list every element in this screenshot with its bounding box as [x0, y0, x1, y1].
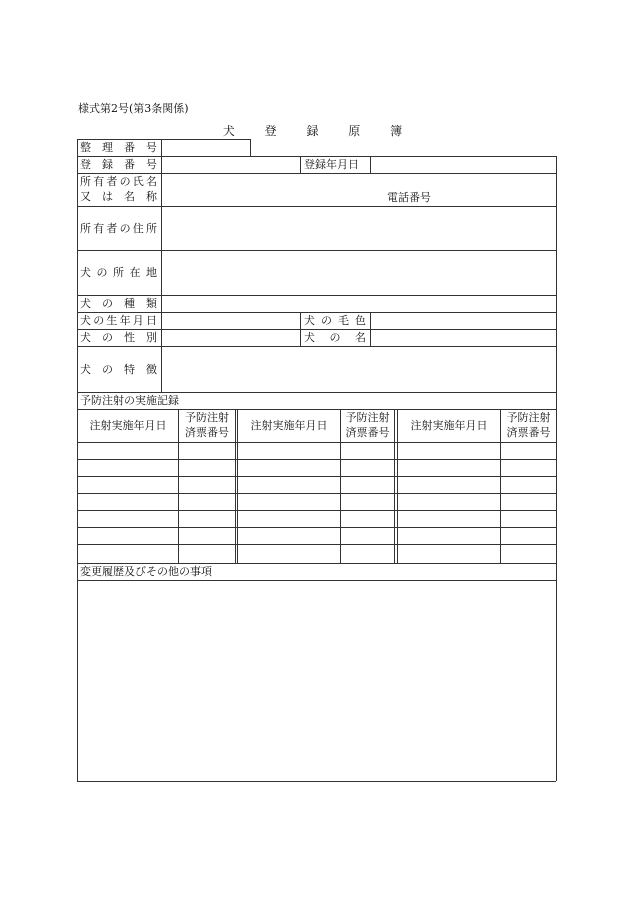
grid-line: [300, 156, 301, 173]
grid-line: [77, 156, 556, 157]
grid-line: [77, 493, 556, 494]
label-phone-number: 電話番号: [387, 191, 431, 204]
grid-line: [77, 580, 556, 581]
label-registration-date: 登録年月日: [304, 158, 359, 171]
label-dog-name: 犬の名: [304, 331, 366, 344]
grid-line: [77, 781, 556, 782]
label-dog-coat-color: 犬の毛色: [304, 314, 366, 327]
grid-line: [77, 459, 556, 460]
header-injection-date-3: 注射実施年月日: [410, 419, 488, 432]
grid-line: [77, 409, 556, 410]
vaccination-section-title: 予防注射の実施記録: [80, 394, 179, 407]
label-owner-name: 所有者の氏名: [80, 175, 157, 188]
grid-line: [77, 346, 556, 347]
history-section-title: 変更履歴及びその他の事項: [80, 565, 212, 578]
grid-line: [237, 409, 238, 563]
grid-line: [77, 139, 78, 781]
grid-line: [77, 312, 556, 313]
header-ticket-number-3b: 済票番号: [506, 426, 551, 439]
grid-line: [161, 139, 162, 392]
label-dog-sex: 犬の性別: [80, 331, 157, 344]
label-dog-features: 犬の特徴: [80, 363, 157, 376]
grid-line: [397, 409, 398, 563]
grid-line: [77, 295, 556, 296]
label-registration-number: 登録番号: [80, 158, 157, 171]
grid-line: [77, 510, 556, 511]
grid-line: [394, 409, 395, 563]
label-owner-name-alt: 又は名称: [80, 190, 157, 203]
grid-line: [77, 250, 556, 251]
label-dog-breed: 犬の種類: [80, 297, 157, 310]
grid-line: [556, 156, 557, 781]
header-injection-date-2: 注射実施年月日: [250, 419, 328, 432]
grid-line: [300, 312, 301, 346]
form-number-label: 様式第2号(第3条関係): [78, 102, 189, 115]
grid-line: [235, 409, 236, 563]
grid-line: [77, 476, 556, 477]
label-dog-birthdate: 犬の生年月日: [80, 314, 157, 327]
document-title: 犬 登 録 原 簿: [222, 124, 416, 138]
header-injection-date-1: 注射実施年月日: [89, 419, 167, 432]
grid-line: [370, 312, 371, 346]
grid-line: [77, 329, 556, 330]
grid-line: [77, 173, 556, 174]
grid-line: [77, 527, 556, 528]
grid-line: [77, 563, 556, 564]
grid-line: [370, 156, 371, 173]
grid-line: [77, 392, 556, 393]
grid-line: [250, 139, 251, 156]
label-dog-location: 犬の所在地: [80, 266, 157, 279]
header-ticket-number-1a: 予防注射: [185, 411, 229, 424]
grid-line: [77, 442, 556, 443]
grid-line: [77, 139, 250, 140]
grid-line: [77, 206, 556, 207]
header-ticket-number-2b: 済票番号: [345, 426, 390, 439]
header-ticket-number-1b: 済票番号: [185, 426, 229, 439]
label-owner-address: 所有者の住所: [80, 222, 157, 235]
header-ticket-number-2a: 予防注射: [345, 411, 390, 424]
label-management-number: 整理番号: [80, 141, 157, 154]
grid-line: [77, 544, 556, 545]
header-ticket-number-3a: 予防注射: [506, 411, 551, 424]
